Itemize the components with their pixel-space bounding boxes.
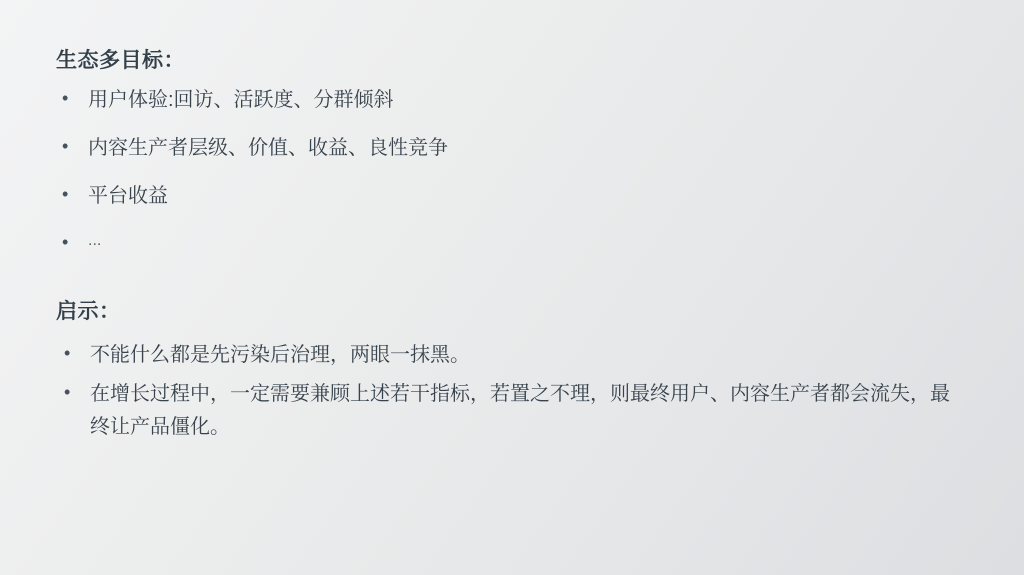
section-title-insights: 启示：: [56, 300, 121, 324]
list-item: • 平台收益: [56, 181, 968, 211]
list-item: • 用户体验:回访、活跃度、分群倾斜: [56, 85, 968, 115]
section-ecosystem-goals: [56, 46, 968, 253]
list-item: • 在增长过程中，一定需要兼顾上述若干指标，若置之不理，则最终用户、内容生产者都会流失，最终让产品僵化。: [56, 378, 968, 444]
section-title-ecosystem-goals: 生态多目标：: [56, 49, 185, 72]
bullet-list-insights: [56, 339, 968, 444]
list-item: • 内容生产者层级、价值、收益、良性竞争: [56, 133, 968, 163]
list-item: • ...: [56, 229, 968, 253]
section-spacer: [56, 271, 968, 297]
section-insights: [56, 297, 968, 443]
list-item: • 不能什么都是先污染后治理，两眼一抹黑。: [56, 339, 968, 372]
bullet-list-ecosystem-goals: [56, 85, 968, 253]
